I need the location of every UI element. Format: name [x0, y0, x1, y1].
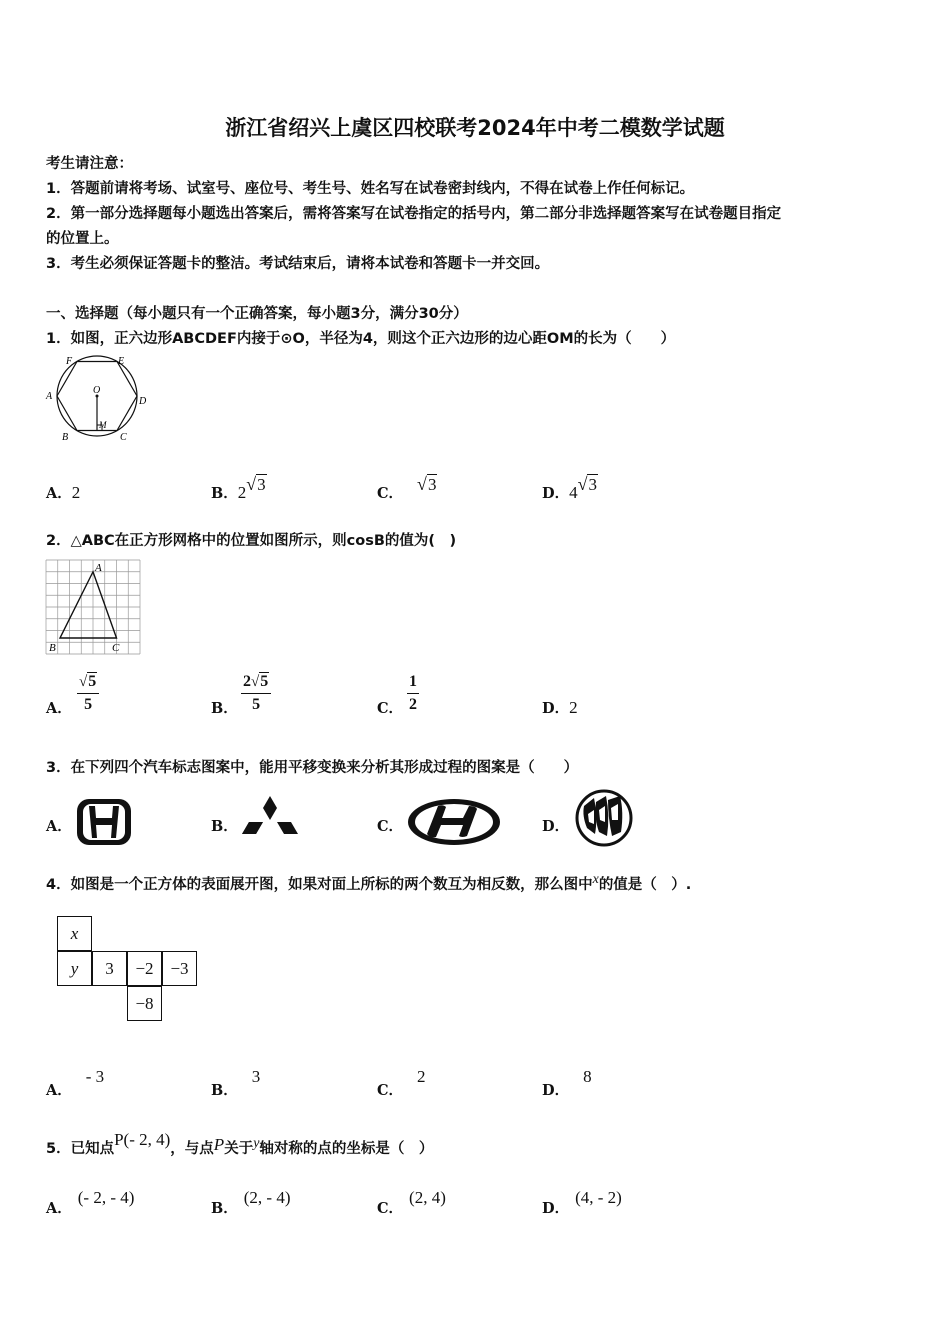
q5-option-c[interactable]: C．(2, 4) — [377, 1188, 446, 1217]
cube-cell-minus-8: −8 — [127, 986, 162, 1021]
mitsubishi-logo-icon — [240, 794, 300, 848]
q3-option-b[interactable]: B． — [211, 818, 238, 835]
grid-triangle-figure — [44, 558, 142, 656]
q2-option-b[interactable]: B． $\frac{2√5}{5}$ — [211, 673, 238, 694]
cube-cell-3: 3 — [92, 951, 127, 986]
q1-option-d[interactable]: D．4√3 — [542, 474, 597, 502]
buick-logo-icon — [574, 788, 634, 848]
notice-heading: 考生请注意： — [46, 156, 133, 172]
notice-item-2-cont: 的位置上。 — [46, 231, 119, 247]
question-1-stem: 1．如图，正六边形ABCDEF内接于⊙O，半径为4，则这个正六边形的边心距OM的长为（ ） — [46, 331, 676, 347]
section-heading: 一、选择题（每小题只有一个正确答案，每小题3分，满分30分） — [46, 306, 468, 322]
hyundai-logo-icon — [405, 796, 503, 848]
q4-option-b[interactable]: B．3 — [211, 1067, 261, 1099]
question-2-stem: 2．△ABC在正方形网格中的位置如图所示，则cosB的值为( ) — [46, 533, 457, 549]
q2-option-d[interactable]: D．2 — [542, 698, 578, 717]
page-title: 浙江省绍兴上虞区四校联考2024年中考二模数学试题 — [225, 116, 725, 140]
question-4-stem: 4．如图是一个正方体的表面展开图，如果对面上所标的两个数互为相反数，那么图中x的值是（ ）. — [46, 872, 692, 893]
cube-cell-x: x — [57, 916, 92, 951]
fig1-label-b: B — [62, 432, 69, 443]
q5-option-b[interactable]: B．(2, - 4) — [211, 1188, 291, 1217]
cube-cell-minus-3: −3 — [162, 951, 197, 986]
q4-option-c[interactable]: C．2 — [377, 1067, 426, 1099]
q1-option-c[interactable]: C． √3 — [377, 474, 437, 502]
q2-option-c[interactable]: C． $\frac{1}{2}$ — [377, 673, 417, 717]
hexagon-circle-figure — [42, 354, 152, 444]
q1-option-a[interactable]: A．2 — [46, 483, 81, 502]
q2-option-a[interactable]: A． $\frac{√5}{5}$ — [46, 673, 72, 694]
question-5-stem: 5．已知点P(- 2, 4)，与点P关于y轴对称的点的坐标是（ ） — [46, 1130, 434, 1157]
q5-option-a[interactable]: A．(- 2, - 4) — [46, 1188, 135, 1217]
fig2-label-b: B — [49, 642, 56, 654]
notice-item-2: 2．第一部分选择题每小题选出答案后，需将答案写在试卷指定的括号内，第二部分非选择题答案写在试卷题目指定 — [46, 206, 782, 222]
fig1-label-m: M — [99, 420, 107, 430]
honda-logo-icon — [75, 797, 133, 847]
fig2-label-c: C — [112, 642, 120, 654]
q3-option-d[interactable]: D． — [542, 818, 570, 835]
question-3-stem: 3．在下列四个汽车标志图案中，能用平移变换来分析其形成过程的图案是（ ） — [46, 760, 579, 776]
q3-option-a[interactable]: A． — [46, 818, 72, 835]
point-p-coordinates: P(- 2, 4) — [114, 1130, 171, 1149]
fig1-label-e: E — [118, 356, 125, 367]
fig1-label-f: F — [66, 356, 73, 367]
q5-option-d[interactable]: D．(4, - 2) — [542, 1188, 622, 1217]
q4-option-d[interactable]: D．8 — [542, 1067, 592, 1099]
q3-option-c[interactable]: C． — [377, 818, 404, 835]
fig1-label-a: A — [46, 391, 53, 402]
q1-option-b[interactable]: B．2√3 — [211, 474, 266, 502]
fig1-label-c: C — [120, 432, 127, 443]
fig1-label-o: O — [93, 385, 101, 396]
q4-option-a[interactable]: A．- 3 — [46, 1067, 105, 1099]
notice-item-3: 3．考生必须保证答题卡的整洁。考试结束后，请将本试卷和答题卡一并交回。 — [46, 256, 550, 272]
notice-item-1: 1．答题前请将考场、试室号、座位号、考生号、姓名写在试卷密封线内，不得在试卷上作任何标记。 — [46, 181, 695, 197]
fig2-label-a: A — [95, 562, 102, 574]
cube-cell-minus-2: −2 — [127, 951, 162, 986]
cube-cell-y: y — [57, 951, 92, 986]
fig1-label-d: D — [139, 396, 147, 407]
